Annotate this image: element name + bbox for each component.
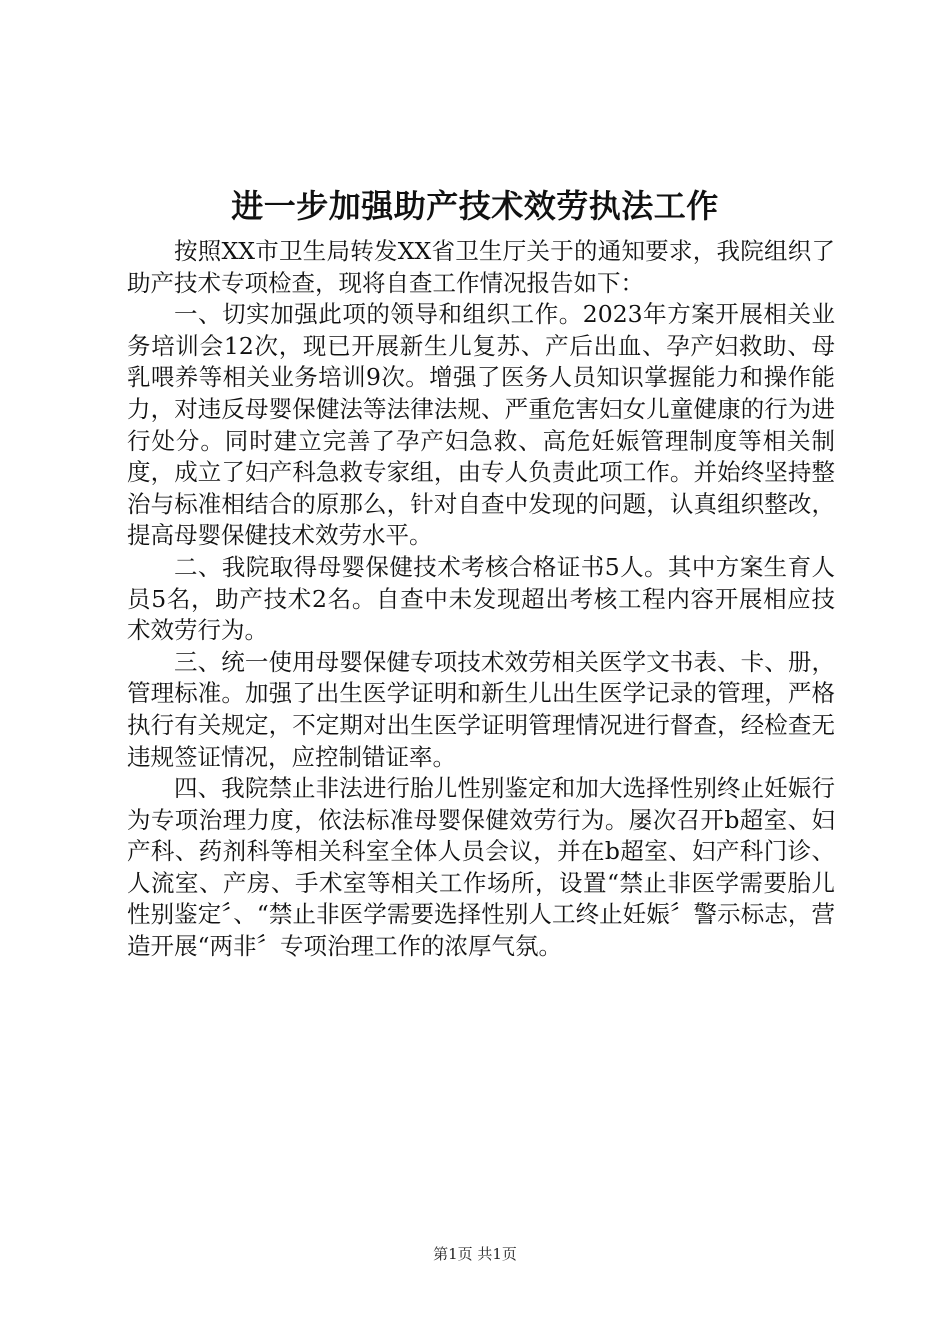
paragraph-section-1: 一、切实加强此项的领导和组织工作。2023年方案开展相关业务培训会12次，现已开展新生儿复苏、产后出血、孕产妇救助、母乳喂养等相关业务培训9次。增强了医务人员知识掌握能力和操作能力，对违反母婴保健法等法律法规、严重危害妇女儿童健康的行为进行处分。同时建立完善了孕产妇急救、高危妊娠管理制度等相关制度，成立了妇产科急救专家组，由专人负责此项工作。并始终坚持整治与标准相结合的原那么，针对自查中发现的问题，认真组织整改，提高母婴保健技术效劳水平。 bbox=[127, 300, 835, 550]
page-number-footer: 第1页 共1页 bbox=[433, 1245, 517, 1263]
paragraph-intro: 按照XX市卫生局转发XX省卫生厅关于的通知要求，我院组织了助产技术专项检查，现将自查工作情况报告如下： bbox=[127, 237, 835, 297]
paragraph-section-4: 四、我院禁止非法进行胎儿性别鉴定和加大选择性别终止妊娠行为专项治理力度，依法标准母婴保健效劳行为。屡次召开b超室、妇产科、药剂科等相关科室全体人员会议，并在b超室、妇产科门诊、人流室、产房、手术室等相关工作场所，设置“禁止非医学需要胎儿性别鉴定〞、“禁止非医学需要选择性别人工终止妊娠〞警示标志，营造开展“两非〞专项治理工作的浓厚气氛。 bbox=[127, 774, 835, 961]
paragraph-section-2: 二、我院取得母婴保健技术考核合格证书5人。其中方案生育人员5名，助产技术2名。自查中未发现超出考核工程内容开展相应技术效劳行为。 bbox=[127, 552, 835, 645]
document-title: 进一步加强助产技术效劳执法工作 bbox=[231, 187, 719, 225]
document-body bbox=[127, 236, 835, 963]
paragraph-section-3: 三、统一使用母婴保健专项技术效劳相关医学文书表、卡、册，管理标准。加强了出生医学证明和新生儿出生医学记录的管理，严格执行有关规定，不定期对出生医学证明管理情况进行督查，经检查无违规签证情况，应控制错证率。 bbox=[127, 647, 835, 771]
